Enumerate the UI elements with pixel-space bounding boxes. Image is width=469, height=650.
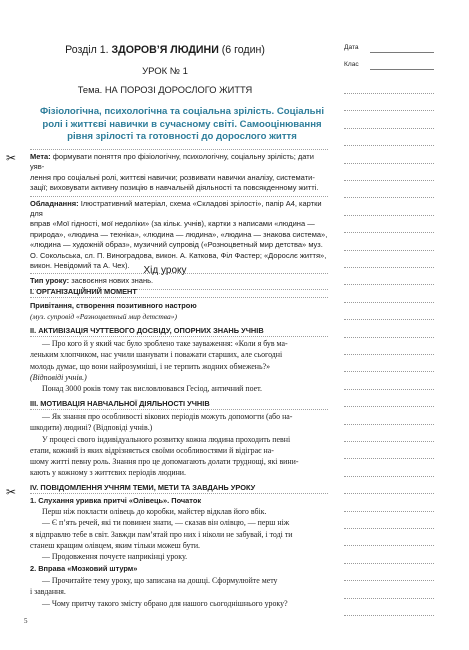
note-line[interactable] — [344, 476, 434, 477]
class-field[interactable] — [370, 69, 434, 70]
brainstorm-subheading: 2. Вправа «Мозковий штурм» — [30, 564, 138, 573]
note-line[interactable] — [344, 250, 434, 251]
paragraph-line: — Прочитайте тему уроку, що записана на дошці. Сформулюйте мету — [42, 576, 278, 585]
meta-text: формувати поняття про фізіологічну, психологічну, соціальну зрілість; дати уяв- — [30, 152, 314, 172]
lesson-subtitle — [36, 106, 328, 144]
lesson-type-label: Тип уроку: — [30, 276, 70, 286]
greeting-subheading: Привітання, створення позитивного настрою — [30, 301, 197, 310]
equipment-text: О. Сокольська, сл. П. Виноградова, викон. А. Каткова, Філ Фастер; «Дорослє життя», — [30, 250, 327, 260]
equipment-text: природа», «людина — техніка», «людина — людина», «людина — знакова система», — [30, 229, 328, 239]
note-line[interactable] — [344, 145, 434, 146]
section-motivation-heading: ІІІ. МОТИВАЦІЯ НАВЧАЛЬНОЇ ДІЯЛЬНОСТІ УЧНІВ — [30, 398, 328, 410]
chapter-hours: (6 годин) — [221, 44, 265, 56]
note-line[interactable] — [344, 284, 434, 285]
paragraph-line: Перш ніж покласти олівець до коробки, майстер відклав його вбік. — [42, 507, 267, 516]
note-line[interactable] — [344, 215, 434, 216]
meta-text: лення про соціальні ролі, життєві навички; розвивати навички аналізу, системати- — [30, 172, 315, 182]
section-announcement-heading: IV. ПОВІДОМЛЕННЯ УЧНЯМ ТЕМИ, МЕТИ ТА ЗАВДАНЬ УРОКУ — [30, 482, 328, 494]
topic-line — [0, 85, 330, 95]
note-line[interactable] — [344, 615, 434, 616]
section-activation-heading: ІІ. АКТИВІЗАЦІЯ ЧУТТЕВОГО ДОСВІДУ, ОПОРНИХ ЗНАНЬ УЧНІВ — [30, 325, 328, 337]
paragraph-line: — Є п’ять речей, які ти повинен знати, — сказав він олівцю, — перш ніж — [42, 518, 290, 528]
note-line[interactable] — [344, 110, 434, 111]
chapter-title — [0, 44, 330, 56]
note-line[interactable] — [344, 563, 434, 564]
paragraph-line: — Як знання про особливості вікових періодів можуть допомогти (або на- — [42, 412, 293, 421]
note-line[interactable] — [344, 458, 434, 459]
scissors-icon: ✂ — [6, 151, 17, 165]
note-line[interactable] — [344, 197, 434, 198]
subtitle-line: ролі і життєві навички в сучасному світі. Самооцінювання — [42, 118, 322, 130]
meta-row — [30, 149, 328, 196]
paragraph-line: станеш кращим олівцем, яким тільки можеш бути. — [30, 540, 201, 550]
paragraph-line: шкодити) людині? (Відповіді учнів.) — [30, 423, 153, 433]
note-line[interactable] — [344, 580, 434, 581]
equipment-label: Обладнання: — [30, 198, 79, 208]
date-label: Дата — [344, 44, 359, 51]
note-line[interactable] — [344, 424, 434, 425]
subtitle-line: рівня зрілості та готовності до дорослого життя — [67, 131, 297, 143]
paragraph-line: кають у кожному з життєвих періодів людини. — [30, 468, 186, 478]
equipment-text: Ілюстративний матеріал, схема «Складові зрілості», папір А4, картки для — [30, 198, 322, 219]
section-activation-text — [30, 338, 328, 394]
note-line[interactable] — [344, 337, 434, 338]
note-line[interactable] — [344, 406, 434, 407]
note-line[interactable] — [344, 163, 434, 164]
paragraph-line: і завдання. — [30, 587, 66, 597]
equipment-text: вправ «Мої гідності, мої недоліки» (за кільк. учнів), картки з написами «людина — — [30, 219, 315, 229]
paragraph-line: — Чому притчу такого змісту обрано для нашого сьогоднішнього уроку? — [42, 598, 288, 608]
equipment-text: викон. Невідомий та А. Чех). — [30, 261, 130, 271]
note-line[interactable] — [344, 302, 434, 303]
section-motivation-text — [30, 411, 328, 479]
lesson-type-text: засвоєння нових знань. — [71, 276, 154, 286]
note-line[interactable] — [344, 598, 434, 599]
paragraph-line: молодь думає, що вони найрозумніші, і не терпить жодних обмежень?» — [30, 361, 271, 371]
note-line[interactable] — [344, 441, 434, 442]
page-number: 5 — [24, 617, 28, 625]
topic-text: НА ПОРОЗІ ДОРОСЛОГО ЖИТТЯ — [104, 85, 253, 95]
note-line[interactable] — [344, 371, 434, 372]
paragraph-line: — Продовження почуєте наприкінці уроку. — [42, 552, 188, 562]
paragraph-line: шому житті певну роль. Знання про це допомагають долати труднощі, які вини- — [30, 457, 299, 467]
scissors-icon: ✂ — [6, 485, 17, 499]
meta-label: Мета: — [30, 152, 51, 161]
parable-subheading: 1. Слухання уривка притчі «Олівець». Початок — [30, 496, 202, 505]
note-line[interactable] — [344, 354, 434, 355]
meta-text: зації; виховувати активну позицію в навчальній діяльності та повсякденному житті. — [30, 183, 319, 193]
topic-label: Тема. — [77, 85, 103, 95]
lesson-flow-title: Хід уроку — [143, 265, 187, 276]
note-line[interactable] — [344, 319, 434, 320]
equipment-text: «людина — художній образ», музичний супровід («Розноцветный мир детства» муз. — [30, 240, 323, 250]
note-line[interactable] — [344, 511, 434, 512]
note-line[interactable] — [344, 389, 434, 390]
subtitle-line: Фізіологічна, психологічна та соціальна зрілість. Соціальні — [39, 106, 325, 117]
note-line[interactable] — [344, 545, 434, 546]
paragraph-line: я відправлю тебе в світ. Завжди пам’ятай про них і ніколи не забувай, і тоді ти — [30, 529, 293, 539]
note-line[interactable] — [344, 232, 434, 233]
parable-text — [30, 506, 328, 562]
paragraph-line: У процесі свого індивідуального розвитку кожна людина проходить певні — [42, 434, 291, 444]
note-line[interactable] — [344, 493, 434, 494]
note-line[interactable] — [344, 267, 434, 268]
section-organizational-heading: І. ОРГАНІЗАЦІЙНИЙ МОМЕНТ — [30, 286, 328, 298]
brainstorm-text — [30, 575, 328, 609]
note-line[interactable] — [344, 528, 434, 529]
paragraph-line: (Відповіді учнів.) — [30, 372, 87, 382]
chapter-prefix: Розділ 1. — [65, 44, 109, 56]
paragraph-line: — Про кого й у який час було зроблено таке зауваження: «Коли я був ма- — [42, 339, 288, 348]
note-line[interactable] — [344, 128, 434, 129]
class-label: Клас — [344, 61, 359, 68]
music-note: (муз. супровід «Разноцветный мир детства») — [30, 312, 177, 321]
paragraph-line: Понад 3000 років тому так висловлювався Гесіод, античний поет. — [42, 384, 262, 394]
lesson-number: УРОК № 1 — [142, 66, 188, 77]
paragraph-line: леньким хлопчиком, нас учили шанувати і поважати старших, але сьогодні — [30, 350, 283, 360]
note-line[interactable] — [344, 93, 434, 94]
chapter-name: ЗДОРОВ’Я ЛЮДИНИ — [111, 44, 219, 56]
note-line[interactable] — [344, 180, 434, 181]
paragraph-line: етапи, кожний із яких відрізняється своїми особливостями й відіграє на- — [30, 445, 274, 455]
equipment-row — [30, 196, 328, 274]
date-field[interactable] — [370, 52, 434, 53]
